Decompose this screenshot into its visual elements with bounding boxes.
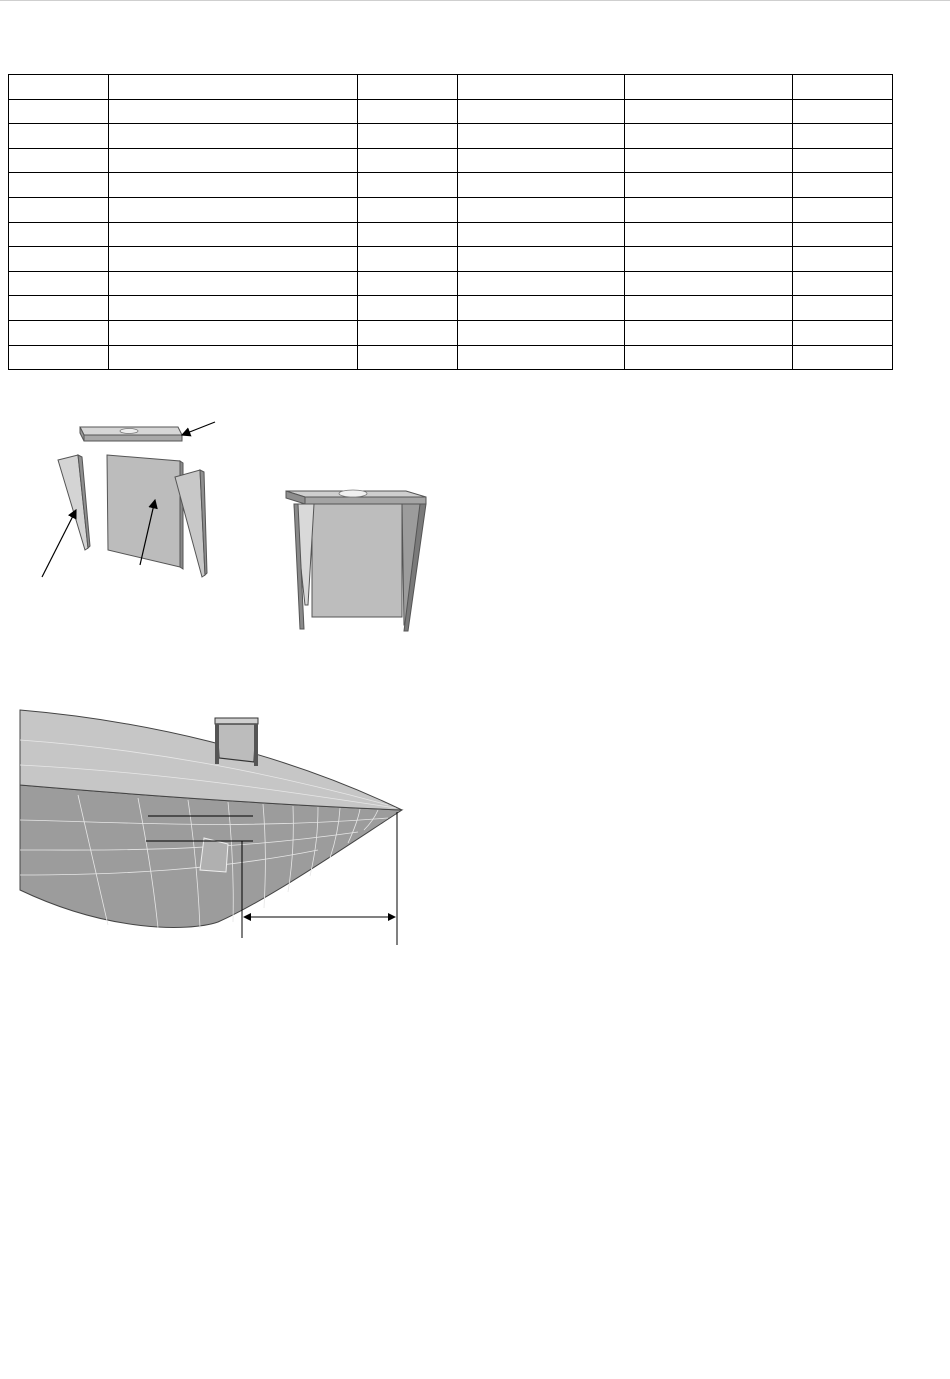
table-cell: [109, 247, 358, 272]
table-cell: [793, 320, 893, 345]
table-row: [9, 197, 893, 222]
table-cell: [793, 148, 893, 173]
table-cell: [109, 296, 358, 321]
table-cell: [625, 222, 793, 247]
table-cell: [9, 222, 109, 247]
table-cell: [458, 320, 625, 345]
table-cell: [109, 345, 358, 370]
table-cell: [458, 99, 625, 124]
table-row: [9, 222, 893, 247]
table-cell: [358, 75, 458, 100]
table-row: [9, 247, 893, 272]
table-cell: [109, 75, 358, 100]
table-row: [9, 296, 893, 321]
deck-housing: [215, 718, 258, 766]
table-cell: [109, 197, 358, 222]
parts-table-body: [9, 75, 893, 370]
table-cell: [793, 75, 893, 100]
table-cell: [9, 99, 109, 124]
top-plate-arrow: [182, 422, 215, 435]
table-cell: [625, 271, 793, 296]
center-plate-part: [107, 455, 183, 569]
table-cell: [9, 345, 109, 370]
housing-assembly-figure: [30, 405, 440, 655]
table-cell: [793, 197, 893, 222]
table-cell: [458, 271, 625, 296]
table-cell: [458, 247, 625, 272]
table-cell: [625, 75, 793, 100]
table-cell: [9, 320, 109, 345]
top-plate-part: [80, 427, 182, 441]
parts-table: [8, 74, 893, 370]
table-cell: [625, 173, 793, 198]
table-cell: [793, 222, 893, 247]
table-row: [9, 124, 893, 149]
table-cell: [109, 124, 358, 149]
table-cell: [458, 222, 625, 247]
table-cell: [458, 148, 625, 173]
table-cell: [625, 148, 793, 173]
table-cell: [9, 296, 109, 321]
table-row: [9, 345, 893, 370]
table-cell: [358, 271, 458, 296]
table-cell: [625, 320, 793, 345]
table-cell: [358, 148, 458, 173]
table-cell: [358, 173, 458, 198]
table-cell: [625, 99, 793, 124]
table-cell: [793, 296, 893, 321]
table-row: [9, 173, 893, 198]
table-cell: [793, 124, 893, 149]
page-top-rule: [0, 0, 950, 17]
table-cell: [9, 173, 109, 198]
table-cell: [625, 296, 793, 321]
table-cell: [358, 345, 458, 370]
table-cell: [625, 124, 793, 149]
table-cell: [793, 247, 893, 272]
table-cell: [625, 247, 793, 272]
table-cell: [109, 271, 358, 296]
table-cell: [358, 99, 458, 124]
table-row: [9, 148, 893, 173]
table-cell: [358, 296, 458, 321]
table-row: [9, 75, 893, 100]
table-row: [9, 320, 893, 345]
table-cell: [358, 320, 458, 345]
table-cell: [793, 345, 893, 370]
table-cell: [458, 345, 625, 370]
table-cell: [458, 124, 625, 149]
table-cell: [9, 271, 109, 296]
table-cell: [9, 75, 109, 100]
side-plate-arrow: [42, 510, 76, 577]
table-cell: [458, 75, 625, 100]
table-cell: [109, 320, 358, 345]
table-cell: [458, 296, 625, 321]
table-cell: [358, 124, 458, 149]
assembled-housing-part: [286, 490, 426, 631]
table-cell: [9, 247, 109, 272]
table-cell: [625, 197, 793, 222]
table-cell: [9, 124, 109, 149]
table-cell: [458, 173, 625, 198]
table-cell: [793, 271, 893, 296]
table-cell: [9, 197, 109, 222]
hull-body: [20, 710, 402, 928]
table-cell: [625, 345, 793, 370]
table-cell: [793, 99, 893, 124]
table-row: [9, 271, 893, 296]
table-cell: [9, 148, 109, 173]
table-cell: [358, 247, 458, 272]
table-cell: [109, 99, 358, 124]
table-cell: [109, 148, 358, 173]
table-row: [9, 99, 893, 124]
hull-figure: [18, 700, 418, 950]
table-cell: [358, 222, 458, 247]
table-cell: [458, 197, 625, 222]
table-cell: [109, 173, 358, 198]
table-cell: [358, 197, 458, 222]
table-cell: [109, 222, 358, 247]
table-cell: [793, 173, 893, 198]
